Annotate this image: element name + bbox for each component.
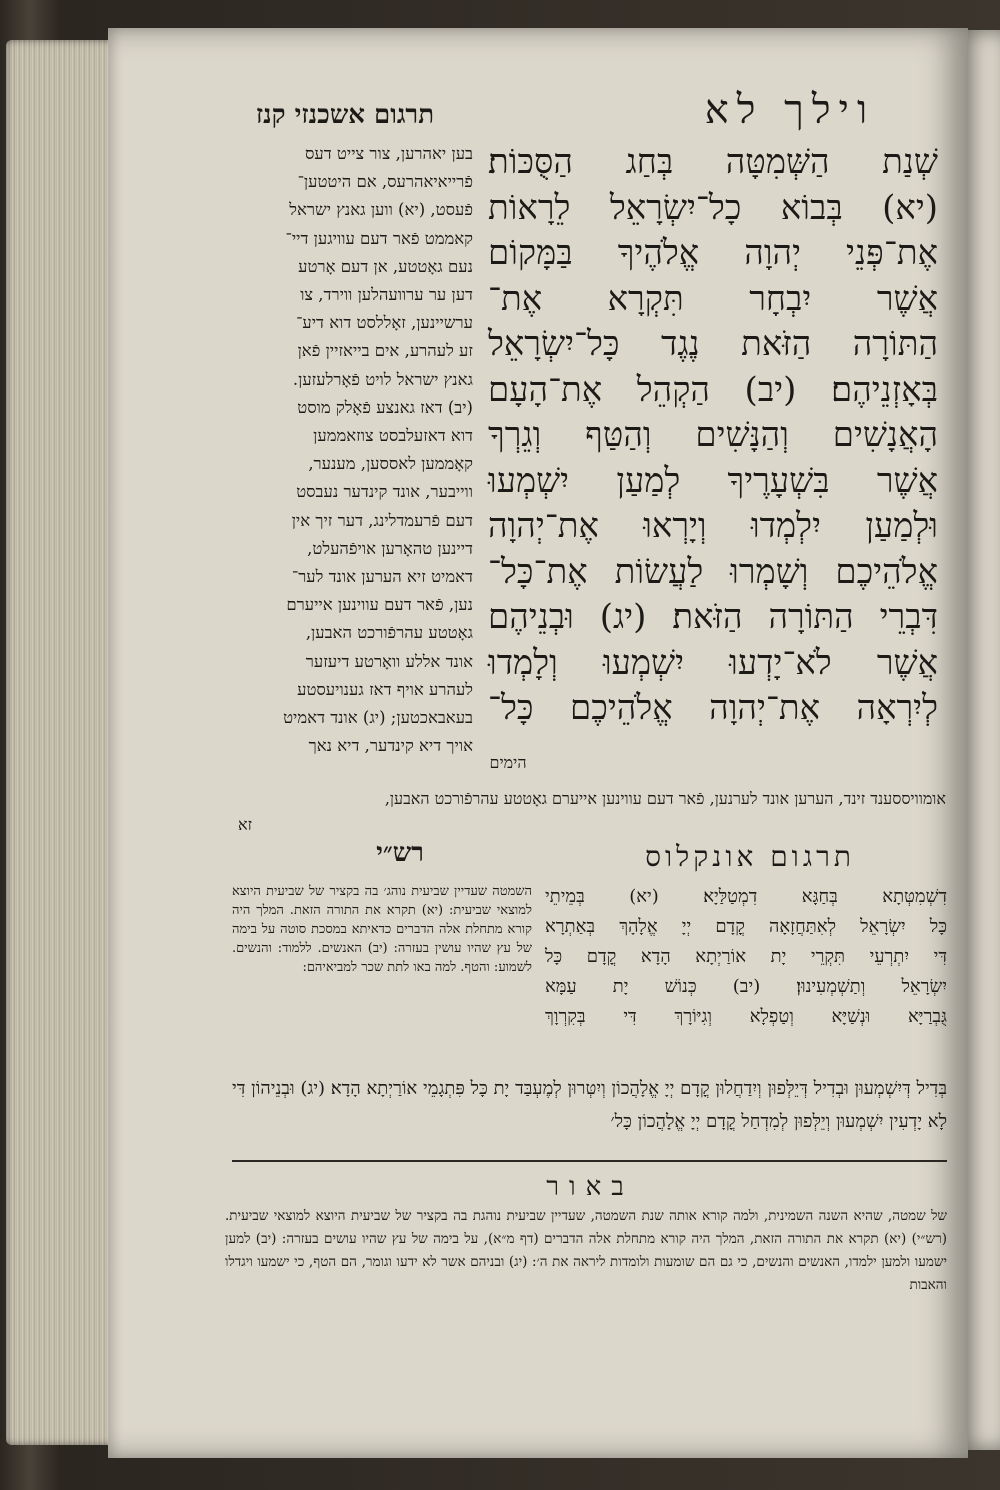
yiddish-line: דעם פֿרעמדלינג, דער זיך אין: [291, 510, 473, 530]
onkelos-continuation: בְּדִיל דְּיִשְׁמְעוּן וּבְדִיל דְּיֵלְּפוּן וְיִדַחֲלוּן קֳדָם יְיָ אֱלָהֲכוֹן וְיִטְּרוּן לְמֶעְבַּד יָת כָּל פִּתְגָמֵי אוֹרַיְתָא הָדָא׃ (יג) וּבְנֵיהוֹן דִּי לָא יָדְעִין יִשְׁמְעוּן וְיֵלְּפוּן לְמִדְחַל קֳדָם יְיָ אֱלָהֲכוֹן כָּל׳: [232, 1078, 947, 1132]
biur-heading: באור: [546, 1172, 634, 1202]
yiddish-continuation-line: אומוויססענד זינד, הערען אונד לערנען, פֿאר דעם עווינען אייערם גאָטטע עהרפֿורכט האבען,: [384, 789, 946, 808]
yiddish-line: דען ער ערוועהלען ווירד, צו: [300, 285, 473, 305]
yiddish-line: לעהרע אויף דאז גענויעסטע: [297, 679, 473, 699]
yiddish-line: דיינען טהאָרען אויפֿהעלט,: [307, 538, 473, 558]
main-line: לְיִרְאָה אֶת־יְהוָה אֱלֹהֵיכֶם כָּל־: [488, 688, 938, 728]
main-line: בְּאָזְנֵיהֶם׃ (יב) הַקְהֵל אֶת־הָעָם: [488, 369, 938, 410]
main-line: (יא) בְּבוֹא כָל־יִשְׂרָאֵל לֵרָאוֹת: [488, 187, 938, 228]
yiddish-line: אויך דיא קינדער, דיא נאך: [308, 736, 473, 756]
yiddish-catchword: זא: [237, 815, 253, 834]
yiddish-line: דוא דאזעלבסט צוזאממען: [313, 426, 473, 446]
onkelos-line: גֻּבְרַיָּא וּנְשַׁיָּא וְטַפְלָא וְגִיּוֹרָךְ דִּי בְּקִרְוָךְ: [545, 1006, 947, 1027]
onkelos-heading: תרגום אונקלוס: [645, 840, 855, 873]
main-line: אֱלֹהֵיכֶם וְשָׁמְרוּ לַעֲשׂוֹת אֶת־כָּל־: [488, 551, 938, 592]
main-line: אֲשֶׁר בִּשְׁעָרֶיךָ לְמַעַן יִשְׁמְעוּ: [488, 460, 938, 501]
main-catchword: הימים: [489, 753, 527, 772]
main-line: אֲשֶׁר לֹא־יָדְעוּ יִשְׁמְעוּ וְלָמְדוּ: [488, 642, 938, 683]
yiddish-line: נעם גאָטטע, אן דעם אָרטע: [298, 256, 473, 276]
yiddish-line: קאָממען לאססען, מענער,: [308, 454, 473, 474]
yiddish-line: אונד אללע וואָרטע דיעזער: [305, 651, 473, 671]
main-line: וּלְמַעַן יִלְמְדוּ וְיָרְאוּ אֶת־יְהוָה: [488, 506, 938, 546]
torah-main-text: [488, 140, 938, 732]
yiddish-line: ערשיינען, זאָללסט דוא דיע־: [296, 313, 473, 333]
biur-commentary: של שמטה, שהיא השנה השמינית, ולמה קורא אותה שנת השמטה, שעדיין שביעית נוהגת בה בקציר של שביעית היוצא למוצאי שביעית. (רש״י) (יא) תקרא את התורה הזאת, המלך היה קורא מתחלת אלה הדברים (דף מ״א), על בימה של עץ שהיו עושים בעזרה: (יב) למען ישמעו ולמען ילמדו, האנשים והנשים, כי גם הם שומעות ולומדות ליראה את ה׳: (יג) ובניהם אשר לא ידעו וגומר, הם הטף, כי ישמעו ויגדלו והאבות: [225, 1208, 947, 1293]
rashi-heading: רש״י: [376, 838, 424, 868]
rashi-commentary: השמטה שעדיין שביעית נוהג׳ בה בקציר של שביעית היוצא למוצאי שביעית: (יא) תקרא את התורה הזאת. המלך היה קורא מתחלת אלה הדברים כדאיתא במסכת סוטה על בימה של עץ שהיו עושין בעזרה: (יב) האנשים. ללמוד: והנשים. לשמוע: והטף. למה באו לתת שכר למביאיהם:: [232, 884, 532, 975]
yiddish-line: (יב) דאז גאנצע פֿאָלק מוסט: [297, 397, 473, 417]
main-line: אֶת־פְּנֵי יְהוָה אֱלֹהֶיךָ בַּמָּקוֹם: [488, 233, 938, 273]
yiddish-line: נען, פֿאר דעם עווינען אייערם: [286, 595, 473, 615]
running-head-left: תרגום אשכנזי קנז: [255, 100, 435, 130]
yiddish-line: בעאבאכטען; (יג) אונד דאמיט: [283, 708, 473, 728]
main-line: הַתּוֹרָה הַזֹּאת נֶגֶד כָּל־יִשְׂרָאֵל: [488, 324, 938, 364]
onkelos-line: יִשְׂרָאֵל וְתַשְׁמְעִינוּן׃ (יב) כְּנוֹשׁ יָת עַמָּא: [545, 976, 947, 997]
page-edges: [6, 40, 118, 1445]
yiddish-line: קאממט פֿאר דעם עוויגען דיי־: [285, 228, 473, 248]
onkelos-column: [545, 882, 947, 1032]
yiddish-line: זע לעהרע, אים בייאזיין פֿאן: [297, 341, 473, 361]
yiddish-line: גאָטטע עהרפֿורכט האבען,: [305, 623, 473, 643]
yiddish-line: גאנץ ישראל לויט פֿאָרלעזען.: [292, 369, 473, 389]
onkelos-line: דִּי יִתְרְעֵי תִּקְרֵי יָת אוֹרַיְתָא הָדָא קֳדָם כָּל: [545, 946, 947, 967]
running-head-right: וילך לא: [704, 87, 876, 133]
main-line: אֲשֶׁר יִבְחָר תִּקְרָא אֶת־: [488, 278, 938, 319]
yiddish-line: פֿרייאיאהרעס, אם היטטען־: [297, 172, 473, 192]
yiddish-line: ווייבער, אונד קינדער נעבסט: [296, 482, 473, 502]
yiddish-line: בען יאהרען, צור צייט דעס: [305, 144, 473, 163]
onkelos-line: כָּל יִשְׂרָאֵל לְאִתַּחֲזָאָה קֳדָם יְיָ אֱלָהָךְ בְּאַתְרָא: [545, 916, 947, 937]
yiddish-line: פֿעסט, (יא) ווען גאנץ ישראל: [289, 200, 473, 220]
yiddish-line: דאמיט זיא הערען אונד לער־: [291, 567, 473, 587]
main-line: שְׁנַת הַשְּׁמִטָּה בְּחַג הַסֻּכּוֹת׃: [488, 142, 938, 182]
main-line: דִּבְרֵי הַתּוֹרָה הַזֹּאת׃ (יג) וּבְנֵיהֶם: [488, 597, 938, 637]
onkelos-line: דִשְׁמִטְּתָא בְּחַגָּא דִמְטַלַּיָא׃ (יא) בְּמֵיתֵי: [545, 886, 947, 907]
yiddish-translation-column: [218, 140, 473, 760]
main-line: הָאֲנָשִׁים וְהַנָּשִׁים וְהַטַּף וְגֵרְךָ: [488, 415, 938, 455]
section-divider: [232, 1160, 947, 1162]
